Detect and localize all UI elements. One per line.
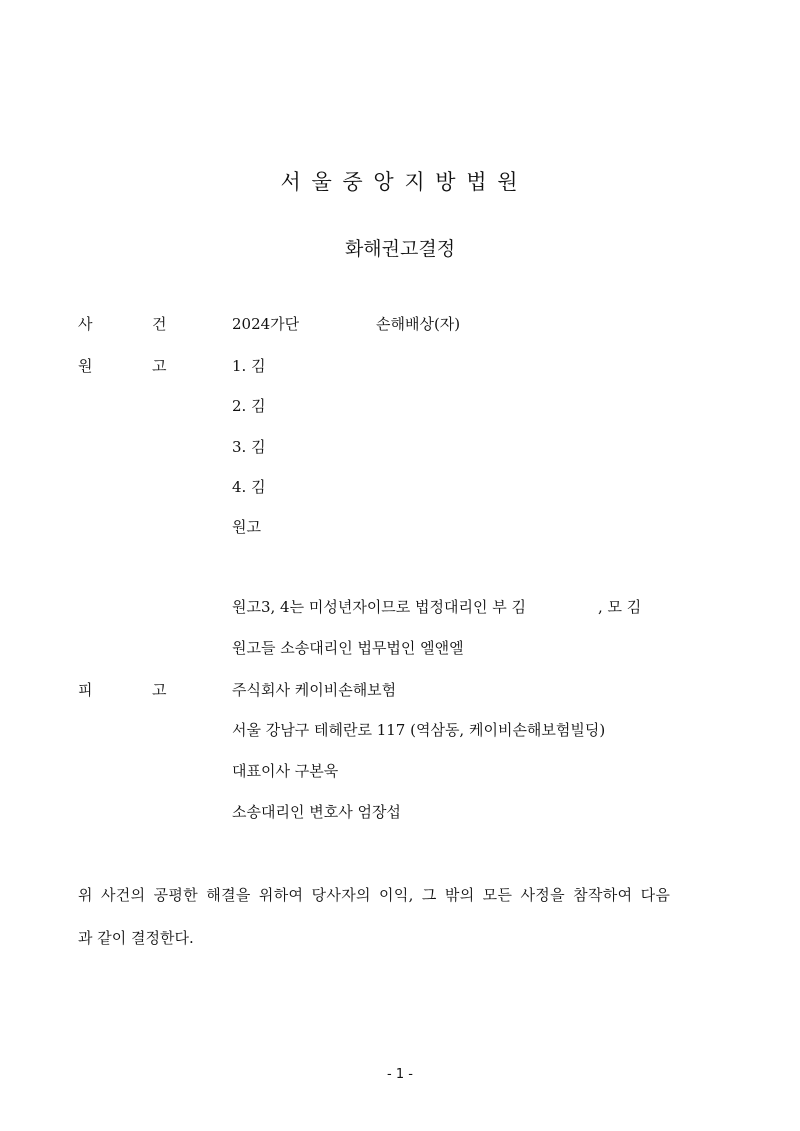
plaintiff-guardian-note: 원고3, 4는 미성년자이므로 법정대리인 부 김 [232,598,527,616]
plaintiff-item: 3. 김 [232,438,266,456]
defendant-address: 서울 강남구 테헤란로 117 (역삼동, 케이비손해보험빌딩) [232,721,606,739]
plaintiff-label-second: 고 [152,357,167,375]
defendant-label-first: 피 [78,681,93,699]
defendant-label-second: 고 [152,681,167,699]
plaintiff-guardian-mother: , 모 김 [598,598,642,616]
plaintiff-counsel: 원고들 소송대리인 법무법인 엘앤엘 [232,639,464,657]
plaintiff-address-label: 원고 [232,518,261,536]
case-type: 손해배상(자) [376,315,461,333]
defendant-representative: 대표이사 구본욱 [232,762,339,780]
case-label-second: 건 [152,315,167,333]
case-number: 2024가단 [232,315,300,333]
document-title: 화해권고결정 [344,238,456,260]
plaintiff-item: 4. 김 [232,478,266,496]
plaintiff-label-first: 원 [78,357,93,375]
defendant-counsel: 소송대리인 변호사 엄장섭 [232,803,401,821]
plaintiff-item: 1. 김 [232,357,266,375]
page-number: - 1 - [387,1067,413,1082]
court-name: 서 울 중 앙 지 방 법 원 [280,170,520,194]
body-line-2: 과 같이 결정한다. [78,929,194,947]
defendant-name: 주식회사 케이비손해보험 [232,681,397,699]
plaintiff-item: 2. 김 [232,397,266,415]
case-label-first: 사 [78,315,93,333]
body-line-1: 위 사건의 공평한 해결을 위하여 당사자의 이익, 그 밖의 모든 사정을 참작하여 다음 [78,886,671,904]
